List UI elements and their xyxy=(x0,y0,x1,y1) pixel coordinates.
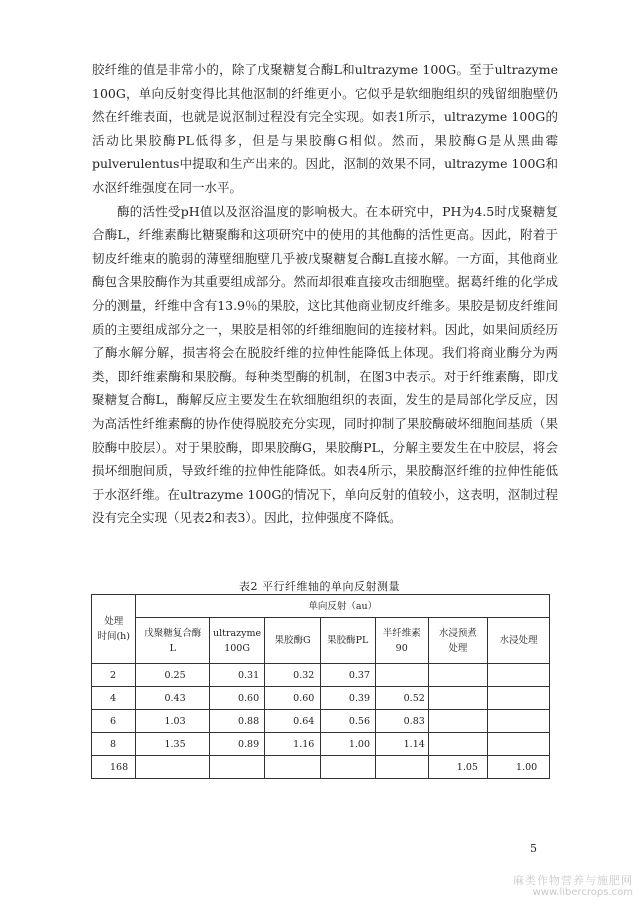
time-cell: 168 xyxy=(92,756,136,779)
value-cell xyxy=(428,733,487,756)
group-header-reflectance: 单向反射（au） xyxy=(136,595,550,618)
value-cell: 1.05 xyxy=(428,756,487,779)
watermark-url: www.libercrops.com xyxy=(532,887,633,898)
column-header: ultrazyme 100G xyxy=(209,618,264,664)
table-row xyxy=(92,664,550,687)
paragraph-1: 胶纤维的值是非常小的，除了戊聚糖复合酶L和ultrazyme 100G。至于ultrazyme 100G，单向反射变得比其他沤制的纤维更小。它似乎是软细胞组织的残留细胞壁仍然在纤维表面，也就是说沤制过程没有完全实现。如表1所示，ultrazyme 100G的活动比果胶酶PL低得多，但是与果胶酶G相似。然而，果胶酶G是从黑曲霉pulverulentus中提取和生产出来的。因此，沤制的效果不同，ultrazyme 100G和水沤纤维强度在同一水平。 xyxy=(92,62,558,195)
table-caption: 表2 平行纤维轴的单向反射测量 xyxy=(239,580,400,593)
value-cell xyxy=(136,756,210,779)
value-cell: 1.35 xyxy=(136,733,210,756)
value-cell: 0.83 xyxy=(375,710,428,733)
value-cell xyxy=(320,756,375,779)
table-row xyxy=(92,756,550,779)
column-header: 戊聚糖复合酶 L xyxy=(136,618,210,664)
value-cell: 0.60 xyxy=(265,687,321,710)
value-cell: 0.43 xyxy=(136,687,210,710)
value-cell xyxy=(488,664,550,687)
value-cell xyxy=(488,733,550,756)
value-cell: 1.14 xyxy=(375,733,428,756)
value-cell: 0.39 xyxy=(320,687,375,710)
row-header-time: 处理 时间(h) xyxy=(92,595,136,664)
column-header: 果胶酶PL xyxy=(320,618,375,664)
page-number: 5 xyxy=(530,842,537,855)
value-cell xyxy=(428,664,487,687)
value-cell xyxy=(428,710,487,733)
table-row xyxy=(92,733,550,756)
value-cell: 0.25 xyxy=(136,664,210,687)
reflectance-table xyxy=(91,594,550,779)
time-cell: 6 xyxy=(92,710,136,733)
value-cell xyxy=(488,710,550,733)
value-cell: 0.89 xyxy=(209,733,264,756)
time-cell: 8 xyxy=(92,733,136,756)
column-header: 水浸预煮 处理 xyxy=(428,618,487,664)
value-cell xyxy=(428,687,487,710)
table-row xyxy=(92,710,550,733)
table-row xyxy=(92,687,550,710)
value-cell: 1.00 xyxy=(488,756,550,779)
value-cell: 1.16 xyxy=(265,733,321,756)
column-header: 半纤维素 90 xyxy=(375,618,428,664)
value-cell xyxy=(265,756,321,779)
value-cell: 0.31 xyxy=(209,664,264,687)
time-cell: 4 xyxy=(92,687,136,710)
value-cell: 0.64 xyxy=(265,710,321,733)
column-header: 果胶酶G xyxy=(265,618,321,664)
body-text xyxy=(92,58,558,530)
column-header: 水浸处理 xyxy=(488,618,550,664)
value-cell: 0.56 xyxy=(320,710,375,733)
value-cell xyxy=(488,687,550,710)
value-cell: 0.52 xyxy=(375,687,428,710)
paragraph-2: 酶的活性受pH值以及沤浴温度的影响极大。在本研究中，PH为4.5时戊聚糖复合酶L，纤维素酶比糖聚酶和这项研究中的使用的其他酶的活性更高。因此，附着于韧皮纤维束的脆弱的薄壁细胞壁几乎被戊聚糖复合酶L直接水解。一方面，其他商业酶包含果胶酶作为其重要组成部分。然而却很难直接攻击细胞壁。据葛纤维的化学成分的测量，纤维中含有13.9％的果胶，这比其他商业韧皮纤维多。果胶是韧皮纤维间质的主要组成部分之一，果胶是相邻的纤维细胞间的连接材料。因此，如果间质经历了酶水解分解，损害将会在脱胶纤维的拉伸性能降低上体现。我们将商业酶分为两类，即纤维素酶和果胶酶。每种类型酶的机制，在图3中表示。对于纤维素酶，即戊聚糖复合酶L，酶解反应主要发生在软细胞组织的表面，发生的是局部化学反应，因为高活性纤维素酶的协作使得脱胶充分实现，同时抑制了果胶酶破坏细胞间基质（果胶酶中胶层）。对于果胶酶，即果胶酶G，果胶酶PL，分解主要发生在中胶层，将会损坏细胞间质，导致纤维的拉伸性能降低。如表4所示，果胶酶沤纤维的拉伸性能低于水沤纤维。在ultrazyme 100G的情况下，单向反射的值较小，这表明，沤制过程没有完全实现（见表2和表3）。因此，拉伸强度不降低。 xyxy=(92,203,558,526)
value-cell xyxy=(209,756,264,779)
time-cell: 2 xyxy=(92,664,136,687)
value-cell: 0.32 xyxy=(265,664,321,687)
value-cell: 1.03 xyxy=(136,710,210,733)
value-cell: 0.37 xyxy=(320,664,375,687)
watermark xyxy=(473,875,633,899)
value-cell: 1.00 xyxy=(320,733,375,756)
watermark-site-name: 麻类作物营养与施肥网 xyxy=(513,874,633,887)
value-cell xyxy=(375,664,428,687)
value-cell: 0.88 xyxy=(209,710,264,733)
value-cell: 0.60 xyxy=(209,687,264,710)
value-cell xyxy=(375,756,428,779)
